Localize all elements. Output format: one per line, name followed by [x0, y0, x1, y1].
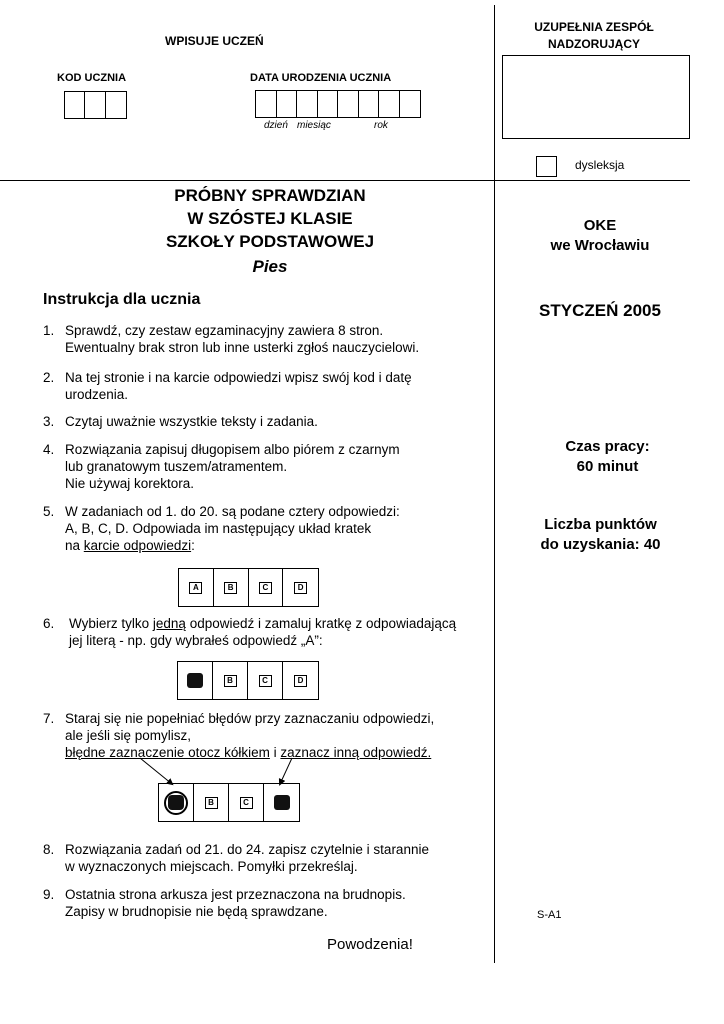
birth-date-label: DATA URODZENIA UCZNIA [250, 72, 392, 84]
instruction-number: 1. [43, 323, 55, 338]
instruction-line: w wyznaczonych miejscach. Pomyłki przekreślaj. [65, 859, 358, 874]
filled-box-d [274, 795, 290, 810]
code-box[interactable] [85, 92, 105, 118]
instruction-line: Staraj się nie popełniać błędów przy zaznaczaniu odpowiedzi, [65, 711, 435, 726]
instruction-line: na karcie odpowiedzi: [65, 538, 195, 553]
code-box[interactable] [65, 92, 85, 118]
instruction-line: Czytaj uważnie wszystkie teksty i zadania. [65, 414, 318, 429]
instruction-line: Na tej stronie i na karcie odpowiedzi wpisz swój kod i datę [65, 370, 412, 385]
oke-label [500, 216, 700, 256]
answer-box-b: B [224, 675, 237, 687]
page-title [110, 184, 430, 253]
circled-mistake-icon [164, 791, 188, 815]
oke-line2: we Wrocławiu [550, 237, 650, 254]
circle-mistake-emphasis: błędne zaznaczenie otocz kółkiem [65, 745, 270, 760]
time-line2: 60 minut [576, 458, 639, 475]
student-fills-label: WPISUJE UCZEŃ [165, 34, 264, 48]
code-box[interactable] [106, 92, 126, 118]
instruction-line: A, B, C, D. Odpowiada im następujący układ kratek [65, 521, 372, 536]
instruction-number: 3. [43, 414, 55, 429]
instructions-heading: Instrukcja dla ucznia [43, 291, 201, 308]
birth-date-boxes[interactable] [255, 90, 421, 118]
points-line2: do uzyskania: 40 [540, 536, 661, 553]
instruction-line: Rozwiązania zapisuj długopisem albo piórem z czarnym [65, 442, 400, 457]
dyslexia-label: dysleksja [575, 158, 625, 172]
instruction-line: Nie używaj korektora. [65, 476, 195, 491]
answer-box-d: D [294, 582, 307, 594]
answer-box-c: C [240, 797, 253, 809]
date-box[interactable] [379, 91, 400, 117]
title-line1: PRÓBNY SPRAWDZIAN [174, 186, 366, 205]
answer-card-ref: karcie odpowiedzi [83, 538, 192, 553]
header-divider [0, 180, 690, 181]
instruction-number: 7. [43, 711, 55, 726]
title-line2: W SZÓSTEJ KLASIE [187, 209, 353, 228]
page-subtitle: Pies [252, 257, 288, 276]
only-one-emphasis: jedną [152, 616, 186, 631]
student-code-boxes[interactable] [64, 91, 127, 119]
good-luck-text: Powodzenia! [327, 936, 413, 953]
time-line1: Czas pracy: [565, 438, 650, 455]
supervisors-fill-label [498, 19, 690, 53]
date-box[interactable] [297, 91, 318, 117]
instruction-line: Wybierz tylko jedną odpowiedź i zamaluj kratkę z odpowiadającą [69, 616, 457, 631]
instruction-number: 4. [43, 442, 55, 457]
student-code-label: KOD UCZNIA [57, 72, 127, 84]
answer-box-d: D [294, 675, 307, 687]
answer-grid-correction-example [158, 783, 300, 822]
answer-box-a: A [189, 582, 202, 594]
date-box[interactable] [277, 91, 298, 117]
instruction-line: Rozwiązania zadań od 21. do 24. zapisz czytelnie i starannie [65, 842, 429, 857]
instruction-number: 8. [43, 842, 55, 857]
answer-box-c: C [259, 582, 272, 594]
instruction-number: 5. [43, 504, 55, 519]
instruction-number: 2. [43, 370, 55, 385]
exam-date: STYCZEŃ 2005 [539, 301, 661, 320]
date-box[interactable] [338, 91, 359, 117]
instruction-line: jej literą - np. gdy wybrałeś odpowiedź „A”: [69, 633, 323, 648]
instruction-number: 9. [43, 887, 55, 902]
instruction-line: Ostatnia strona arkusza jest przeznaczona na brudnopis. [65, 887, 406, 902]
points-total [493, 515, 708, 555]
year-label: rok [374, 120, 388, 131]
oke-line1: OKE [583, 217, 617, 234]
supervisors-line2: NADZORUJĄCY [547, 37, 640, 51]
time-limit [500, 437, 715, 477]
instruction-line: błędne zaznaczenie otocz kółkiem i zaznacz inną odpowiedź. [65, 745, 432, 760]
answer-grid-filled-example [177, 661, 319, 700]
answer-box-b: B [205, 797, 218, 809]
supervisors-box[interactable] [502, 55, 690, 139]
date-box[interactable] [359, 91, 380, 117]
answer-grid-example [178, 568, 319, 607]
answer-box-b: B [224, 582, 237, 594]
points-line1: Liczba punktów [544, 516, 657, 533]
instruction-line: Sprawdź, czy zestaw egzaminacyjny zawiera 8 stron. [65, 323, 384, 338]
month-label: miesiąc [297, 120, 331, 131]
instruction-line: W zadaniach od 1. do 20. są podane cztery odpowiedzi: [65, 504, 400, 519]
title-line3: SZKOŁY PODSTAWOWEJ [165, 232, 375, 251]
answer-box-c: C [259, 675, 272, 687]
instruction-line: urodzenia. [65, 387, 129, 402]
day-label: dzień [264, 120, 288, 131]
dyslexia-checkbox[interactable] [536, 156, 557, 177]
date-box[interactable] [318, 91, 339, 117]
column-divider [494, 5, 495, 963]
sheet-code: S-A1 [537, 909, 562, 921]
instruction-line: Ewentualny brak stron lub inne usterki zgłoś nauczycielowi. [65, 340, 420, 355]
supervisors-line1: UZUPEŁNIA ZESPÓŁ [534, 20, 654, 34]
instruction-line: ale jeśli się pomylisz, [65, 728, 192, 743]
date-box[interactable] [256, 91, 277, 117]
date-box[interactable] [400, 91, 421, 117]
instruction-line: lub granatowym tuszem/atramentem. [65, 459, 288, 474]
instruction-number: 6. [43, 616, 55, 631]
mark-other-emphasis: zaznacz inną odpowiedź. [280, 745, 432, 760]
filled-box-a [187, 673, 203, 688]
instruction-line: Zapisy w brudnopisie nie będą sprawdzane. [65, 904, 328, 919]
